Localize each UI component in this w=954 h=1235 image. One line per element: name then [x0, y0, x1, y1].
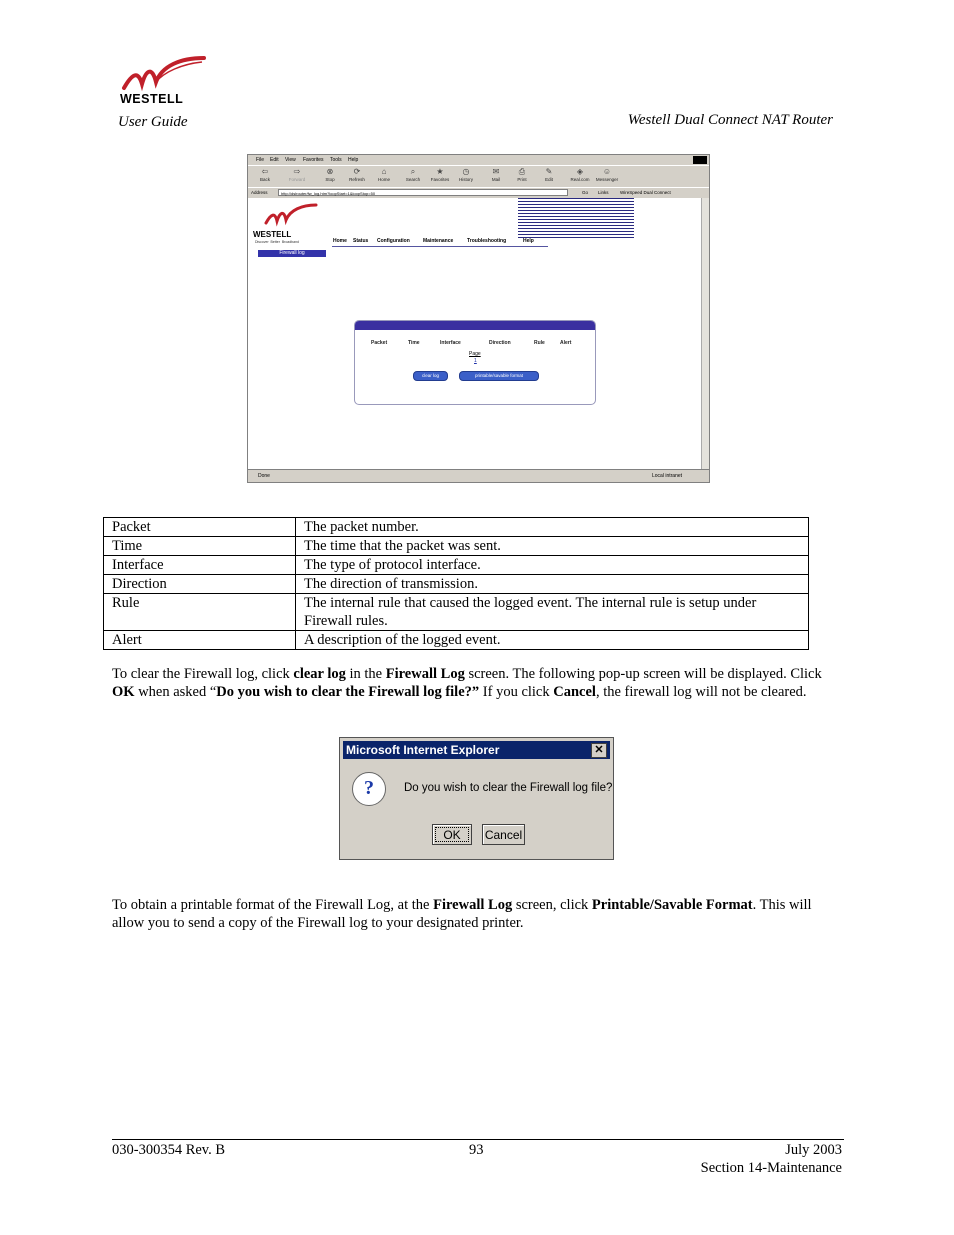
- forward-button[interactable]: ⇨ Forward: [285, 167, 309, 187]
- go-button[interactable]: Go: [582, 190, 589, 195]
- printable-format-instructions: To obtain a printable format of the Firewall Log, at the Firewall Log screen, click Printable/Savable Format. This will allow you to send a copy of the Firewall log to your designated printer.: [112, 897, 812, 931]
- cancel-button[interactable]: Cancel: [482, 824, 525, 845]
- page-navbar: [332, 236, 548, 247]
- refresh-icon: ⟳: [353, 167, 361, 176]
- col-direction: Direction: [489, 340, 511, 346]
- links-item[interactable]: WireSpeed Dual Connect: [620, 190, 671, 195]
- browser-page-content: [248, 198, 701, 469]
- messenger-icon: ☺: [602, 167, 612, 176]
- edit-icon: ✎: [545, 167, 553, 176]
- table-row: [104, 631, 809, 650]
- page-logo-wordmark: WESTELL: [253, 230, 292, 239]
- definition-description: The time that the packet was sent.: [296, 537, 809, 556]
- clear-log-term: clear log: [293, 666, 346, 682]
- nav-maintenance[interactable]: Maintenance: [423, 238, 454, 244]
- col-packet: Packet: [371, 340, 388, 346]
- clear-log-instructions: To clear the Firewall log, click clear log in the Firewall Log screen. The following pop-up screen will be displayed. Click OK when asked “Do you wish to clear the Firewall log file?” If you click Cancel, the firewall log will not be cleared.: [112, 666, 822, 700]
- table-row: [104, 575, 809, 594]
- footer-doc-number: 030-300354 Rev. B: [112, 1142, 226, 1158]
- definition-description: A description of the logged event.: [296, 631, 809, 650]
- col-time: Time: [408, 340, 420, 346]
- definition-term: Time: [104, 537, 296, 556]
- menu-file[interactable]: File: [256, 157, 265, 163]
- address-label: Address: [251, 190, 268, 195]
- definition-term: Interface: [104, 556, 296, 575]
- status-done: Done: [258, 473, 270, 479]
- back-button[interactable]: ⇦ Back: [253, 167, 277, 187]
- table-row: [104, 518, 809, 537]
- definition-description: The packet number.: [296, 518, 809, 537]
- edit-button[interactable]: ✎ Edit: [537, 167, 561, 187]
- firewall-log-panel: [354, 320, 596, 405]
- address-bar: [248, 187, 709, 198]
- browser-menubar: [248, 155, 709, 165]
- ok-button[interactable]: OK: [432, 824, 472, 845]
- search-icon: ⌕: [410, 167, 416, 176]
- menu-tools[interactable]: Tools: [330, 157, 342, 163]
- status-zone: Local intranet: [652, 473, 683, 479]
- clear-log-button[interactable]: clear log: [413, 371, 448, 381]
- definition-term: Direction: [104, 575, 296, 594]
- dialog-message: Do you wish to clear the Firewall log file?: [404, 782, 613, 794]
- search-button[interactable]: ⌕ Search: [401, 167, 425, 187]
- close-icon[interactable]: ✕: [591, 743, 607, 758]
- table-row: [104, 556, 809, 575]
- footer-page-number: 93: [469, 1142, 484, 1158]
- realcom-icon: ◈: [576, 167, 584, 176]
- refresh-button[interactable]: ⟳ Refresh: [345, 167, 369, 187]
- vertical-scrollbar[interactable]: [701, 198, 710, 469]
- definition-description: The direction of transmission.: [296, 575, 809, 594]
- stop-icon: ⊗: [326, 167, 334, 176]
- browser-toolbar: [248, 165, 709, 188]
- print-button[interactable]: ⎙ Print: [510, 167, 534, 187]
- col-interface: Interface: [440, 340, 461, 346]
- nav-configuration[interactable]: Configuration: [377, 238, 410, 244]
- footer-date: July 2003: [785, 1142, 842, 1158]
- status-bar: [248, 469, 709, 483]
- definition-description: The type of protocol interface.: [296, 556, 809, 575]
- forward-arrow-icon: ⇨: [293, 167, 301, 176]
- definition-term: Rule: [104, 594, 296, 631]
- table-row: [104, 537, 809, 556]
- browser-screenshot: [247, 154, 710, 483]
- print-icon: ⎙: [518, 167, 526, 176]
- definition-term: Packet: [104, 518, 296, 537]
- menu-edit[interactable]: Edit: [270, 157, 279, 163]
- question-icon: ?: [352, 772, 386, 806]
- realcom-button[interactable]: ◈ Real.com: [568, 167, 592, 187]
- table-row: [104, 594, 809, 631]
- home-button[interactable]: ⌂ Home: [372, 167, 396, 187]
- tab-firewall-log[interactable]: Firewall log: [258, 250, 326, 257]
- nav-home[interactable]: Home: [333, 238, 347, 244]
- westell-logo: [118, 56, 208, 108]
- ie-logo-icon: [693, 156, 707, 164]
- history-button[interactable]: ◷ History: [454, 167, 478, 187]
- address-input[interactable]: http://dslrouter/fw_log.htm?loopStart=1&loopStop=50: [278, 189, 568, 196]
- back-arrow-icon: ⇦: [261, 167, 269, 176]
- mail-button[interactable]: ✉ Mail: [484, 167, 508, 187]
- westell-swoosh-icon: [118, 56, 208, 96]
- links-label: Links: [598, 190, 609, 195]
- header-stripes: [518, 198, 634, 238]
- dialog-title-bar: [343, 741, 610, 759]
- header-product-name: Westell Dual Connect NAT Router: [627, 112, 833, 128]
- panel-header-bar: [355, 321, 595, 330]
- menu-favorites[interactable]: Favorites: [303, 157, 324, 163]
- nav-help[interactable]: Help: [523, 238, 534, 244]
- nav-status[interactable]: Status: [353, 238, 369, 244]
- logo-wordmark: WESTELL: [120, 92, 184, 106]
- confirm-clear-dialog: [339, 737, 614, 860]
- footer-section: Section 14-Maintenance: [700, 1160, 842, 1176]
- page-label: Page: [469, 351, 481, 357]
- page-tagline: Discover Better Broadband: [255, 240, 299, 244]
- history-icon: ◷: [462, 167, 470, 176]
- nav-troubleshooting[interactable]: Troubleshooting: [467, 238, 507, 244]
- menu-help[interactable]: Help: [348, 157, 359, 163]
- definition-term: Alert: [104, 631, 296, 650]
- home-icon: ⌂: [381, 167, 387, 176]
- menu-view[interactable]: View: [285, 157, 296, 163]
- page-westell-swoosh-icon: [262, 203, 318, 229]
- page-number-link[interactable]: 1: [474, 358, 477, 364]
- field-definitions-table: [103, 517, 809, 650]
- stop-button[interactable]: ⊗ Stop: [318, 167, 342, 187]
- col-alert: Alert: [560, 340, 572, 346]
- messenger-button[interactable]: ☺ Messenger: [595, 167, 619, 182]
- printable-format-button[interactable]: printable/savable format: [459, 371, 539, 381]
- header-user-guide: User Guide: [118, 114, 188, 130]
- favorites-button[interactable]: ★ Favorites: [428, 167, 452, 187]
- mail-icon: ✉: [492, 167, 500, 176]
- favorites-icon: ★: [436, 167, 444, 176]
- dialog-title: Microsoft Internet Explorer: [346, 743, 500, 757]
- footer-rule: [112, 1139, 844, 1140]
- definition-description: The internal rule that caused the logged event. The internal rule is setup under Firewall rules.: [296, 594, 809, 631]
- col-rule: Rule: [534, 340, 545, 346]
